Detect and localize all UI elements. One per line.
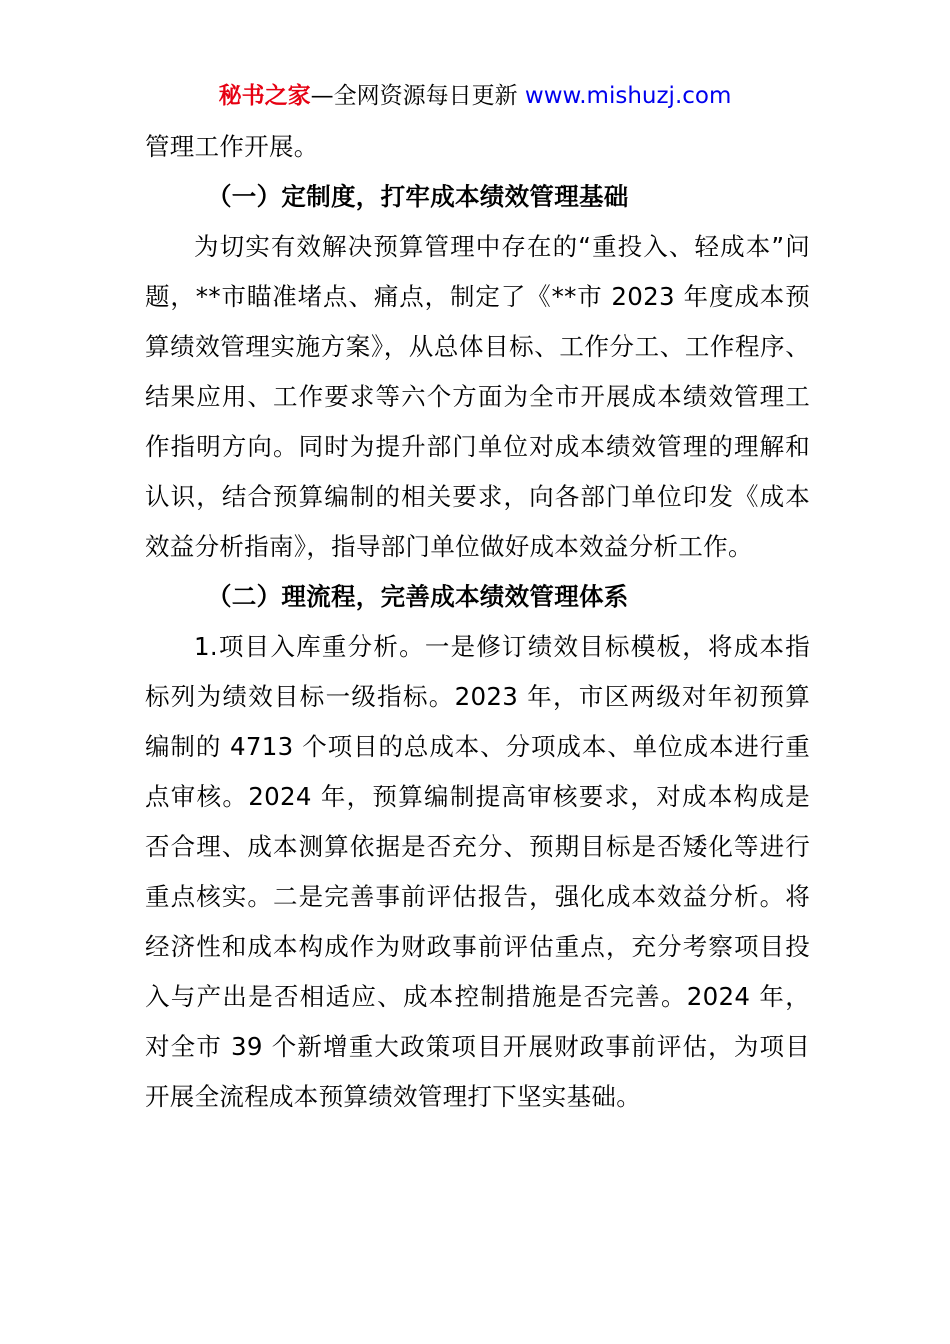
section-heading-1: （一）定制度，打牢成本绩效管理基础 [207, 182, 629, 211]
site-brand: 秘书之家 [218, 83, 311, 109]
document-body [145, 122, 810, 1122]
paragraph-1: 为切实有效解决预算管理中存在的“重投入、轻成本”问题，**市瞄准堵点、痛点，制定了《**市 2023 年度成本预算绩效管理实施方案》，从总体目标、工作分工、工作程序、结果应用、工作要求等六个方面为全市开展成本绩效管理工作指明方向。同时为提升部门单位对成本绩效管理的理解和认识，结合预算编制的相关要求，向各部门单位印发《成本效益分析指南》，指导部门单位做好成本效益分析工作。 [145, 232, 810, 561]
paragraph-continuation: 管理工作开展。 [145, 132, 319, 161]
site-header [0, 80, 950, 112]
site-tagline: —全网资源每日更新 [310, 83, 525, 109]
site-url-link[interactable]: www.mishuzj.com [524, 83, 732, 109]
paragraph-2: 1.项目入库重分析。一是修订绩效目标模板，将成本指标列为绩效目标一级指标。2023 年，市区两级对年初预算编制的 4713 个项目的总成本、分项成本、单位成本进行重点审核。2024 年，预算编制提高审核要求，对成本构成是否合理、成本测算依据是否充分、预期目标是否矮化等进行重点核实。二是完善事前评估报告，强化成本效益分析。将经济性和成本构成作为财政事前评估重点，充分考察项目投入与产出是否相适应、成本控制措施是否完善。2024 年，对全市 39 个新增重大政策项目开展财政事前评估，为项目开展全流程成本预算绩效管理打下坚实基础。 [145, 632, 810, 1111]
section-heading-2: （二）理流程，完善成本绩效管理体系 [207, 582, 629, 611]
